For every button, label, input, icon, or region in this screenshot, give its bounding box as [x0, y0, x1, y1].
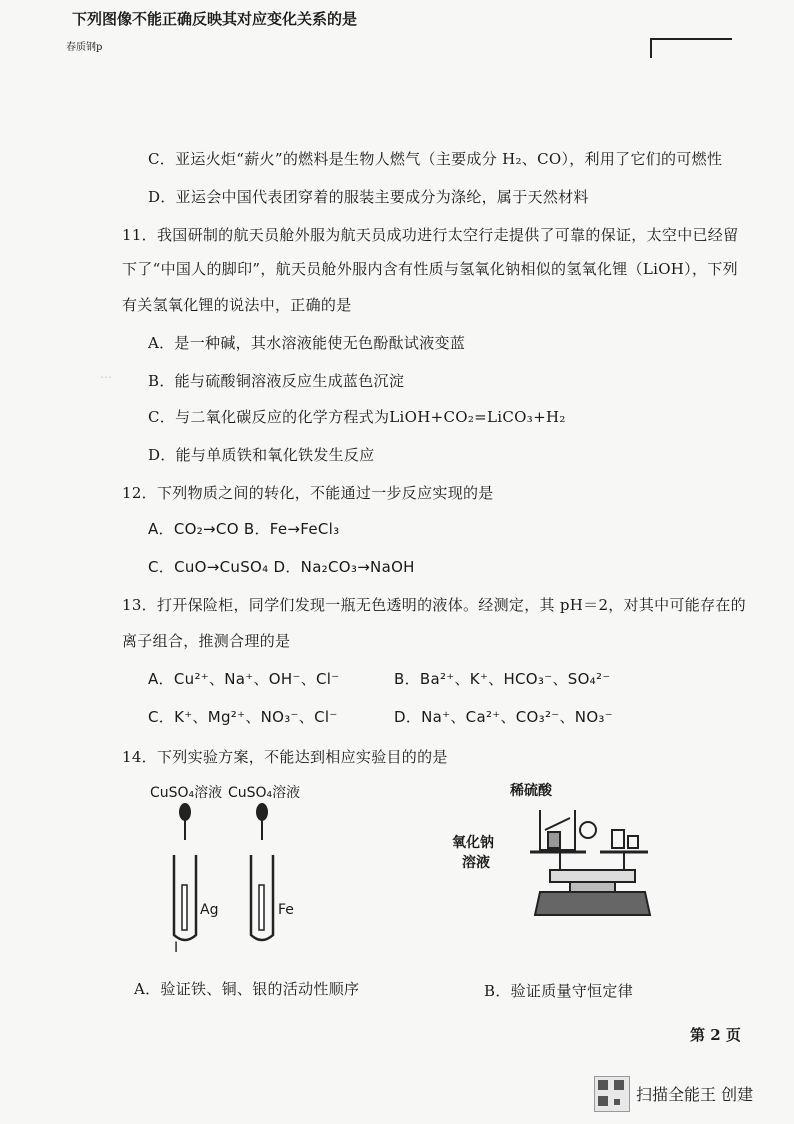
q13-option-b: B．Ba²⁺、K⁺、HCO₃⁻、SO₄²⁻: [394, 670, 611, 688]
score-box: [650, 38, 732, 58]
q13-option-a: A．Cu²⁺、Na⁺、OH⁻、Cl⁻: [148, 670, 340, 688]
header-question-line: 下列图像不能正确反映其对应变化关系的是: [72, 10, 358, 28]
q11-option-d: D．能与单质铁和氧化铁发生反应: [148, 446, 375, 464]
q12-options-cd: C．CuO→CuSO₄ D．Na₂CO₃→NaOH: [148, 558, 415, 576]
q10-option-d: D．亚运会中国代表团穿着的服装主要成分为涤纶，属于天然材料: [148, 188, 589, 206]
show-through-mark: ⋯: [100, 370, 112, 384]
tube2-label: CuSO₄溶液: [228, 785, 301, 801]
naoh-label-line2: 溶液: [462, 855, 490, 871]
q11-option-c: C．与二氧化碳反应的化学方程式为LiOH+CO₂=LiCO₃+H₂: [148, 408, 566, 426]
metal-fe-label: Fe: [278, 902, 294, 918]
acid-label: 稀硫酸: [510, 783, 552, 799]
test-tubes-diagram: [160, 800, 300, 950]
q11-stem-2: 下了“中国人的脚印”，航天员舱外服内含有性质与氢氧化钠相似的氢氧化锂（LiOH），下列: [122, 260, 738, 278]
metal-ag-label: Ag: [200, 902, 219, 918]
q11-option-a: A．是一种碱，其水溶液能使无色酚酞试液变蓝: [148, 334, 466, 352]
header-fragment: 春质钢p: [66, 42, 103, 53]
q12-options-ab: A．CO₂→CO B．Fe→FeCl₃: [148, 520, 340, 538]
tube1-label: CuSO₄溶液: [150, 785, 223, 801]
q13-stem-1: 13．打开保险柜，同学们发现一瓶无色透明的液体。经测定，其 pH＝2，对其中可能存在的: [122, 596, 746, 614]
scanner-logo-icon: [594, 1076, 630, 1112]
q11-option-b: B．能与硫酸铜溶液反应生成蓝色沉淀: [148, 372, 405, 390]
scanner-watermark-text: 扫描全能王 创建: [636, 1085, 754, 1104]
q14-option-b: B．验证质量守恒定律: [484, 982, 634, 1000]
q13-option-c: C．K⁺、Mg²⁺、NO₃⁻、Cl⁻: [148, 708, 338, 726]
q12-stem: 12．下列物质之间的转化，不能通过一步反应实现的是: [122, 484, 494, 502]
page-number: 第 2 页: [690, 1026, 741, 1044]
q11-stem-3: 有关氢氧化锂的说法中，正确的是: [122, 296, 352, 314]
balance-diagram: [520, 800, 660, 930]
naoh-label-line1: 氧化钠: [452, 835, 494, 851]
tube-roman-label: I: [174, 940, 179, 956]
q11-stem-1: 11．我国研制的航天员舱外服为航天员成功进行太空行走提供了可靠的保证，太空中已经留: [122, 226, 739, 244]
q10-option-c: C．亚运火炬“薪火”的燃料是生物人燃气（主要成分 H₂、CO），利用了它们的可燃性: [148, 150, 723, 168]
q13-stem-2: 离子组合，推测合理的是: [122, 632, 291, 650]
q13-option-d: D．Na⁺、Ca²⁺、CO₃²⁻、NO₃⁻: [394, 708, 613, 726]
q14-option-a: A．验证铁、铜、银的活动性顺序: [134, 980, 360, 998]
q14-stem: 14．下列实验方案，不能达到相应实验目的的是: [122, 748, 448, 766]
